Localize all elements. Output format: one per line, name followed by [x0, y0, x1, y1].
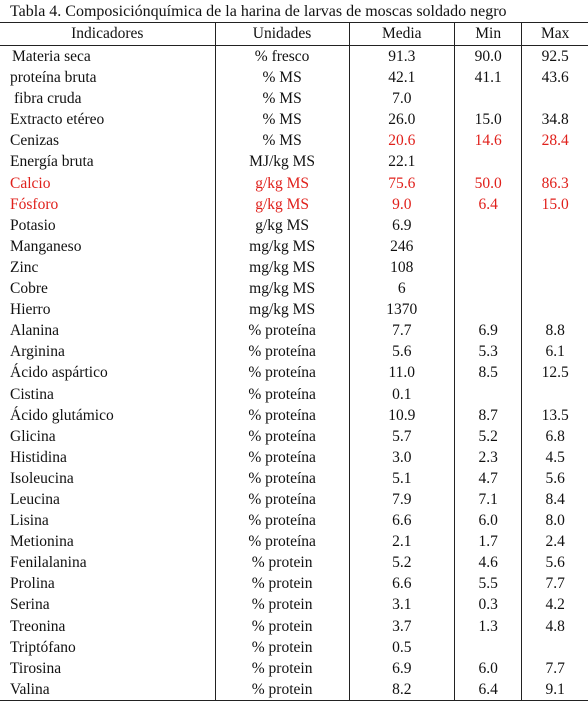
cell-indicador: Arginina	[10, 343, 65, 361]
cell-min	[454, 299, 522, 320]
cell-max: 43.6	[521, 67, 588, 88]
cell-indicador: Ácido glutámico	[10, 406, 114, 424]
cell-indicador: Serina	[10, 596, 50, 614]
cell-indicador: Cenizas	[10, 132, 60, 150]
table-row	[0, 405, 588, 426]
cell-media: 3.7	[349, 616, 454, 637]
table-row	[0, 447, 588, 468]
header-max: Max	[521, 23, 588, 45]
cell-media: 1370	[349, 299, 454, 320]
cell-indicador: Treonina	[10, 617, 66, 635]
cell-unidad: % fresco	[215, 46, 349, 67]
cell-media: 7.7	[349, 320, 454, 341]
cell-indicador: fibra cruda	[14, 90, 82, 108]
cell-indicador: Leucina	[10, 490, 60, 508]
cell-min	[454, 384, 522, 405]
cell-unidad: g/kg MS	[215, 173, 349, 194]
cell-indicador: Potasio	[10, 216, 56, 234]
cell-media: 3.1	[349, 594, 454, 615]
cell-media: 10.9	[349, 405, 454, 426]
cell-media: 8.2	[349, 679, 454, 700]
table-row	[0, 173, 588, 194]
cell-max	[521, 257, 588, 278]
cell-min	[454, 637, 522, 658]
cell-min: 90.0	[454, 46, 522, 67]
cell-max: 2.4	[521, 531, 588, 552]
cell-unidad: % MS	[215, 130, 349, 151]
cell-unidad: % MS	[215, 88, 349, 109]
cell-media: 42.1	[349, 67, 454, 88]
cell-max	[521, 384, 588, 405]
table-row	[0, 278, 588, 299]
cell-min: 1.7	[454, 531, 522, 552]
cell-max: 5.6	[521, 552, 588, 573]
table-body	[0, 46, 588, 700]
cell-max	[521, 637, 588, 658]
cell-max: 7.7	[521, 573, 588, 594]
cell-max: 92.5	[521, 46, 588, 67]
cell-media: 6.9	[349, 215, 454, 236]
cell-min	[454, 236, 522, 257]
cell-media: 6.6	[349, 573, 454, 594]
cell-unidad: % protein	[215, 637, 349, 658]
cell-unidad: % MS	[215, 109, 349, 130]
cell-max	[521, 88, 588, 109]
cell-max: 15.0	[521, 194, 588, 215]
cell-indicador: Isoleucina	[10, 469, 74, 487]
cell-unidad: % proteína	[215, 426, 349, 447]
table-row	[0, 510, 588, 531]
cell-indicador: Hierro	[10, 301, 51, 319]
cell-unidad: % proteína	[215, 489, 349, 510]
cell-min: 6.0	[454, 658, 522, 679]
cell-indicador: Ácido aspártico	[10, 364, 108, 382]
cell-indicador: Energía bruta	[10, 153, 94, 171]
cell-min: 5.3	[454, 341, 522, 362]
header-unidades: Unidades	[215, 23, 349, 45]
table-row	[0, 637, 588, 658]
table-row	[0, 426, 588, 447]
table-row	[0, 67, 588, 88]
cell-max	[521, 278, 588, 299]
table-row	[0, 215, 588, 236]
cell-indicador: Cistina	[10, 385, 54, 403]
cell-unidad: % protein	[215, 573, 349, 594]
cell-min	[454, 278, 522, 299]
table-row	[0, 341, 588, 362]
cell-unidad: % protein	[215, 552, 349, 573]
table-row	[0, 151, 588, 172]
cell-media: 7.0	[349, 88, 454, 109]
bottom-rule	[0, 700, 588, 701]
table-row	[0, 616, 588, 637]
cell-indicador: Calcio	[10, 174, 51, 192]
cell-indicador: Metionina	[10, 533, 74, 551]
cell-unidad: % proteína	[215, 468, 349, 489]
cell-unidad: % proteína	[215, 447, 349, 468]
cell-media: 20.6	[349, 130, 454, 151]
table-row	[0, 362, 588, 383]
table-row	[0, 299, 588, 320]
table-title: Tabla 4. Composiciónquímica de la harina de larvas de moscas soldado negro	[10, 3, 507, 20]
cell-unidad: % proteína	[215, 341, 349, 362]
cell-unidad: % protein	[215, 679, 349, 700]
cell-max: 8.4	[521, 489, 588, 510]
cell-min: 41.1	[454, 67, 522, 88]
cell-indicador: Lisina	[10, 512, 49, 530]
table-row	[0, 109, 588, 130]
cell-indicador: Manganeso	[10, 237, 82, 255]
cell-max: 13.5	[521, 405, 588, 426]
table-row	[0, 384, 588, 405]
cell-min: 5.5	[454, 573, 522, 594]
cell-max	[521, 236, 588, 257]
cell-indicador: proteína bruta	[10, 69, 97, 87]
cell-min	[454, 257, 522, 278]
cell-media: 91.3	[349, 46, 454, 67]
cell-indicador: Fósforo	[10, 195, 59, 213]
cell-min: 4.6	[454, 552, 522, 573]
cell-unidad: % proteína	[215, 510, 349, 531]
cell-unidad: mg/kg MS	[215, 299, 349, 320]
cell-max: 4.8	[521, 616, 588, 637]
cell-media: 6.9	[349, 658, 454, 679]
cell-media: 22.1	[349, 151, 454, 172]
cell-max	[521, 151, 588, 172]
cell-min: 14.6	[454, 130, 522, 151]
cell-max: 5.6	[521, 468, 588, 489]
table-row	[0, 194, 588, 215]
cell-max	[521, 215, 588, 236]
table-row	[0, 573, 588, 594]
cell-media: 11.0	[349, 362, 454, 383]
cell-min: 8.5	[454, 362, 522, 383]
cell-max: 34.8	[521, 109, 588, 130]
cell-unidad: g/kg MS	[215, 194, 349, 215]
cell-unidad: % proteína	[215, 405, 349, 426]
cell-indicador: Fenilalanina	[10, 554, 87, 572]
table-row	[0, 489, 588, 510]
cell-unidad: mg/kg MS	[215, 278, 349, 299]
cell-indicador: Extracto etéreo	[10, 111, 105, 129]
cell-min: 4.7	[454, 468, 522, 489]
cell-indicador: Prolina	[10, 575, 55, 593]
table-row	[0, 658, 588, 679]
cell-unidad: % proteína	[215, 384, 349, 405]
cell-media: 7.9	[349, 489, 454, 510]
cell-indicador: Materia seca	[12, 48, 91, 65]
cell-media: 6.6	[349, 510, 454, 531]
cell-min: 6.9	[454, 320, 522, 341]
cell-max: 6.8	[521, 426, 588, 447]
cell-unidad: mg/kg MS	[215, 236, 349, 257]
cell-max: 28.4	[521, 130, 588, 151]
cell-indicador: Zinc	[10, 258, 39, 276]
header-media: Media	[349, 23, 454, 45]
header-min: Min	[454, 23, 522, 45]
cell-media: 0.1	[349, 384, 454, 405]
cell-media: 5.2	[349, 552, 454, 573]
cell-media: 26.0	[349, 109, 454, 130]
cell-indicador: Tirosina	[10, 659, 62, 677]
composition-table	[0, 22, 588, 701]
cell-max: 9.1	[521, 679, 588, 700]
cell-media: 9.0	[349, 194, 454, 215]
cell-max: 12.5	[521, 362, 588, 383]
cell-media: 75.6	[349, 173, 454, 194]
cell-min	[454, 151, 522, 172]
cell-indicador: Cobre	[10, 280, 48, 298]
table-row	[0, 468, 588, 489]
cell-min: 7.1	[454, 489, 522, 510]
cell-indicador: Glicina	[10, 427, 56, 445]
cell-min: 50.0	[454, 173, 522, 194]
cell-unidad: % proteína	[215, 531, 349, 552]
cell-unidad: % proteína	[215, 320, 349, 341]
cell-min: 2.3	[454, 447, 522, 468]
cell-max: 4.2	[521, 594, 588, 615]
cell-media: 246	[349, 236, 454, 257]
cell-min: 8.7	[454, 405, 522, 426]
cell-indicador: Histidina	[10, 448, 67, 466]
cell-max	[521, 299, 588, 320]
cell-min	[454, 88, 522, 109]
cell-indicador: Alanina	[10, 322, 60, 340]
cell-max: 6.1	[521, 341, 588, 362]
cell-media: 5.6	[349, 341, 454, 362]
cell-min: 6.4	[454, 194, 522, 215]
table-row	[0, 552, 588, 573]
cell-unidad: % proteína	[215, 362, 349, 383]
cell-unidad: % protein	[215, 594, 349, 615]
table-row	[0, 531, 588, 552]
cell-media: 0.5	[349, 637, 454, 658]
table-row	[0, 257, 588, 278]
cell-min: 6.0	[454, 510, 522, 531]
cell-media: 5.7	[349, 426, 454, 447]
cell-indicador: Triptófano	[10, 638, 76, 656]
cell-max: 8.0	[521, 510, 588, 531]
table-row	[0, 88, 588, 109]
cell-media: 5.1	[349, 468, 454, 489]
cell-min: 1.3	[454, 616, 522, 637]
cell-unidad: % MS	[215, 67, 349, 88]
cell-media: 108	[349, 257, 454, 278]
cell-unidad: % protein	[215, 658, 349, 679]
table-row	[0, 236, 588, 257]
table-row	[0, 46, 588, 67]
cell-media: 6	[349, 278, 454, 299]
cell-indicador: Valina	[10, 680, 50, 698]
cell-min: 5.2	[454, 426, 522, 447]
cell-min	[454, 215, 522, 236]
cell-unidad: mg/kg MS	[215, 257, 349, 278]
cell-media: 3.0	[349, 447, 454, 468]
cell-unidad: % protein	[215, 616, 349, 637]
table-row	[0, 320, 588, 341]
cell-unidad: MJ/kg MS	[215, 151, 349, 172]
cell-media: 2.1	[349, 531, 454, 552]
cell-unidad: g/kg MS	[215, 215, 349, 236]
header-indicadores: Indicadores	[71, 25, 144, 42]
cell-min: 6.4	[454, 679, 522, 700]
cell-max: 7.7	[521, 658, 588, 679]
table-row	[0, 679, 588, 700]
cell-min: 0.3	[454, 594, 522, 615]
cell-max: 86.3	[521, 173, 588, 194]
cell-max: 4.5	[521, 447, 588, 468]
table-row	[0, 594, 588, 615]
table-row	[0, 130, 588, 151]
table-header	[0, 23, 588, 45]
cell-max: 8.8	[521, 320, 588, 341]
cell-min: 15.0	[454, 109, 522, 130]
